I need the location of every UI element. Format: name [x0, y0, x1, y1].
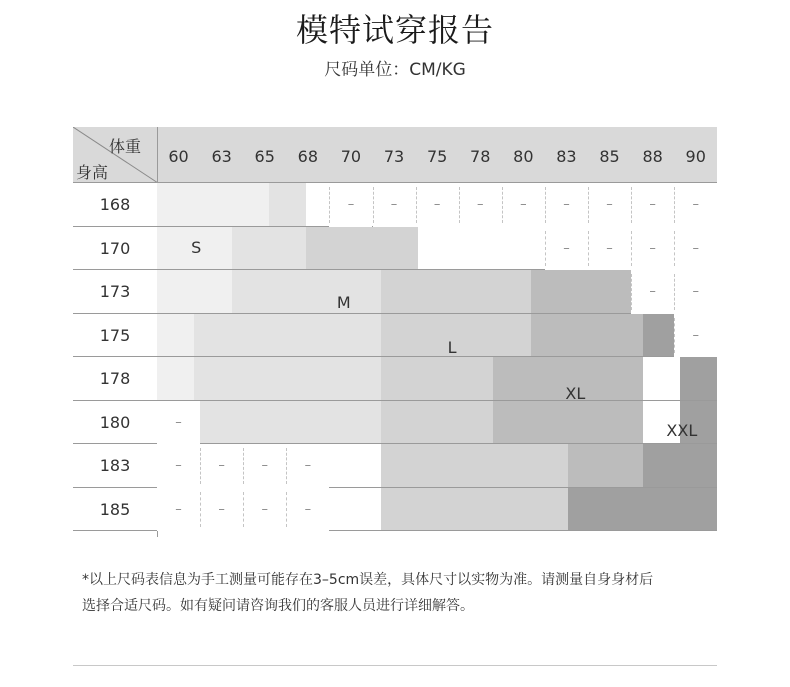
na-cell: – [674, 270, 717, 314]
note-line-2: 选择合适尺码。如有疑问请咨询我们的客服人员进行详细解答。 [82, 598, 474, 614]
na-cell-divider [631, 187, 632, 223]
height-header-180: 180 [99, 412, 131, 432]
na-cell: – [545, 227, 588, 271]
size-region-s [157, 314, 194, 401]
size-region-l [381, 488, 568, 532]
na-cell: – [631, 183, 674, 227]
na-cell-divider [674, 231, 675, 267]
na-cell-divider [588, 231, 589, 267]
footer-divider [73, 665, 717, 666]
size-label-l: L [447, 338, 457, 358]
na-cell-divider [200, 492, 201, 528]
size-label-m: M [336, 292, 351, 312]
na-cell-divider [243, 492, 244, 528]
na-cell: – [674, 227, 717, 271]
size-region-m [194, 314, 381, 445]
page-title: 模特试穿报告 [295, 11, 494, 49]
na-cell-divider [674, 187, 675, 223]
height-header-168: 168 [99, 195, 131, 214]
size-region-xl [531, 314, 643, 358]
size-label-xl: XL [565, 383, 586, 403]
disclaimer-note [82, 567, 722, 619]
height-header-178: 178 [99, 369, 131, 388]
weight-header-83: 83 [556, 147, 577, 166]
height-header-175: 175 [99, 325, 131, 345]
na-cell: – [286, 444, 329, 488]
row-divider [73, 356, 717, 357]
weight-header-65: 65 [254, 147, 275, 166]
size-region-l [306, 227, 418, 271]
na-cell-divider [545, 231, 546, 267]
size-region-l [381, 357, 493, 444]
na-cell-divider [286, 492, 287, 528]
na-cell: – [157, 444, 200, 488]
na-cell: – [588, 227, 631, 271]
na-cell: – [631, 270, 674, 314]
weight-header-70: 70 [340, 147, 362, 166]
weight-header-75: 75 [426, 147, 448, 166]
na-cell: – [200, 488, 243, 532]
na-cell-divider [545, 187, 546, 223]
note-line-1: *以上尺码表信息为手工测量可能存在3–5cm误差，具体尺寸以实物为准。请测量自身身材后 [82, 572, 654, 588]
na-cell: – [373, 183, 416, 227]
weight-header-63: 63 [211, 147, 232, 166]
height-header-185: 185 [99, 499, 131, 519]
weight-header-85: 85 [599, 147, 620, 166]
na-cell: – [286, 488, 329, 532]
na-cell: – [502, 183, 545, 227]
na-cell-divider [373, 187, 374, 223]
weight-header-80: 80 [513, 147, 534, 166]
weight-header-90: 90 [685, 147, 706, 166]
na-cell: – [200, 444, 243, 488]
unit-subtitle: 尺码单位：CM/KG [324, 60, 466, 80]
weight-header-78: 78 [470, 147, 491, 166]
size-region-xl [568, 444, 643, 488]
na-cell: – [243, 444, 286, 488]
na-cell: – [674, 183, 717, 227]
size-label-xxl: XXL [666, 420, 698, 440]
row-divider [73, 313, 717, 314]
na-cell-divider [631, 231, 632, 267]
weight-header-68: 68 [297, 147, 319, 166]
size-region-xxl [568, 488, 717, 532]
na-cell: – [157, 488, 200, 532]
na-cell: – [674, 314, 717, 358]
na-cell-divider [459, 187, 460, 223]
weight-header-88: 88 [642, 147, 663, 166]
weight-header-73: 73 [383, 147, 405, 166]
size-region-l [381, 270, 530, 314]
corner-weight-label: 体重 [109, 137, 142, 156]
na-cell: – [459, 183, 502, 227]
size-region-m [232, 227, 307, 271]
height-header-183: 183 [99, 456, 131, 475]
size-region-l [381, 444, 568, 488]
na-cell-divider [200, 448, 201, 484]
na-cell-divider [674, 318, 675, 354]
size-region-xxl [643, 444, 718, 488]
size-chart-table [73, 127, 717, 537]
na-cell-divider [329, 187, 330, 223]
na-cell-divider [674, 274, 675, 310]
na-cell: – [329, 183, 372, 227]
na-cell: – [631, 227, 674, 271]
na-cell-divider [243, 448, 244, 484]
na-cell-divider [416, 187, 417, 223]
size-region-m [269, 183, 306, 227]
na-cell-divider [502, 187, 503, 223]
size-region-s [157, 183, 269, 227]
na-cell: – [588, 183, 631, 227]
height-header-170: 170 [99, 238, 131, 258]
na-cell-divider [286, 448, 287, 484]
height-header-173: 173 [99, 282, 131, 301]
na-cell-divider [588, 187, 589, 223]
na-cell: – [416, 183, 459, 227]
na-cell-divider [631, 274, 632, 310]
size-region-xl [531, 270, 643, 314]
size-label-s: S [191, 238, 202, 258]
weight-header-60: 60 [168, 147, 189, 166]
na-cell: – [545, 183, 588, 227]
na-cell: – [157, 401, 200, 445]
corner-height-label: 身高 [76, 163, 109, 182]
na-cell: – [243, 488, 286, 532]
